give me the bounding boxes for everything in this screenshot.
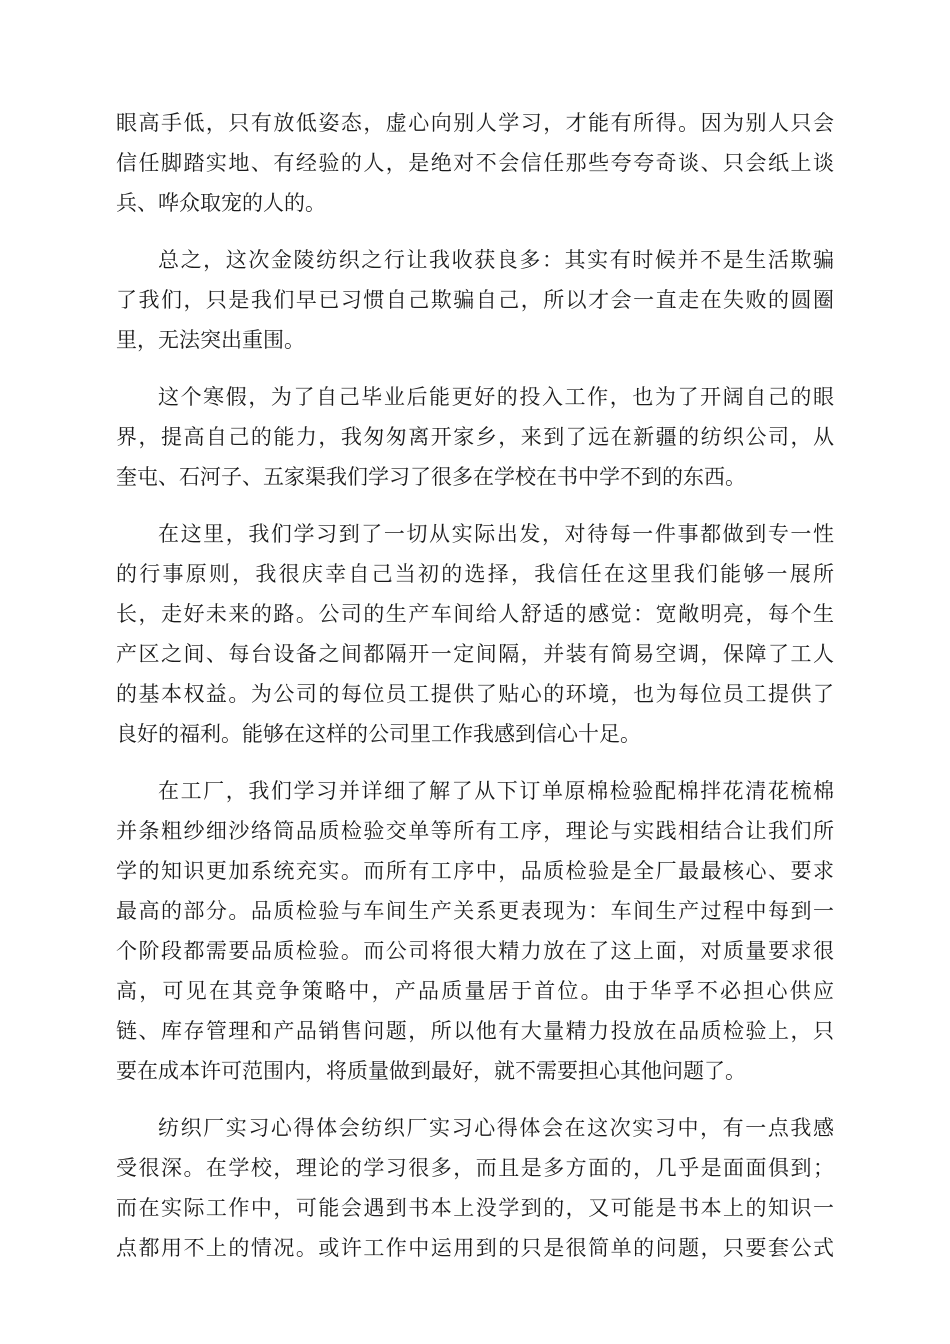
text-line: 学的知识更加系统充实。而所有工序中，品质检验是全厂最最核心、要求 [116,859,834,883]
paragraph [116,377,834,497]
document-body [116,103,834,1285]
text-line: 眼高手低，只有放低姿态，虚心向别人学习，才能有所得。因为别人只会 [116,111,834,135]
paragraph [116,103,834,223]
text-line: 产区之间、每台设备之间都隔开一定间隔，并装有简易空调，保障了工人 [116,642,834,666]
text-line: 信任脚踏实地、有经验的人，是绝对不会信任那些夸夸奇谈、只会纸上谈 [116,151,834,175]
text-line: 高，可见在其竞争策略中，产品质量居于首位。由于华孚不必担心供应 [116,979,834,1003]
text-line: 链、库存管理和产品销售问题，所以他有大量精力投放在品质检验上，只 [116,1019,834,1043]
text-line: 点都用不上的情况。或许工作中运用到的只是很简单的问题，只要套公式 [116,1236,834,1260]
text-line: 了我们，只是我们早已习惯自己欺骗自己，所以才会一直走在失败的圆圈 [116,288,834,312]
text-line: 兵、哗众取宠的人的。 [116,191,326,215]
text-line: 奎屯、石河子、五家渠我们学习了很多在学校在书中学不到的东西。 [116,465,746,489]
text-line: 个阶段都需要品质检验。而公司将很大精力放在了这上面，对质量要求很 [116,939,834,963]
text-line: 长，走好未来的路。公司的生产车间给人舒适的感觉：宽敞明亮，每个生 [116,602,834,626]
text-line: 良好的福利。能够在这样的公司里工作我感到信心十足。 [116,722,641,746]
paragraph [116,514,834,754]
text-line: 界，提高自己的能力，我匆匆离开家乡，来到了远在新疆的纺织公司，从 [116,425,834,449]
text-line: 受很深。在学校，理论的学习很多，而且是多方面的，几乎是面面俱到； [116,1156,834,1180]
paragraph [116,771,834,1091]
paragraph [116,1108,834,1268]
text-line: 最高的部分。品质检验与车间生产关系更表现为：车间生产过程中每到一 [116,899,834,923]
text-line: 而在实际工作中，可能会遇到书本上没学到的，又可能是书本上的知识一 [116,1196,834,1220]
text-line: 的基本权益。为公司的每位员工提供了贴心的环境，也为每位员工提供了 [116,682,834,706]
text-line: 里，无法突出重围。 [116,328,305,352]
text-line: 的行事原则，我很庆幸自己当初的选择，我信任在这里我们能够一展所 [116,562,834,586]
text-line: 在工厂，我们学习并详细了解了从下订单原棉检验配棉拌花清花梳棉 [158,779,834,803]
paragraph [116,240,834,360]
text-line: 总之，这次金陵纺织之行让我收获良多：其实有时候并不是生活欺骗 [158,248,834,272]
text-line: 要在成本许可范围内，将质量做到最好，就不需要担心其他问题了。 [116,1059,746,1083]
text-line: 并条粗纱细沙络筒品质检验交单等所有工序，理论与实践相结合让我们所 [116,819,834,843]
text-line: 这个寒假，为了自己毕业后能更好的投入工作，也为了开阔自己的眼 [158,385,834,409]
text-line: 在这里，我们学习到了一切从实际出发，对待每一件事都做到专一性 [158,522,834,546]
text-line: 纺织厂实习心得体会纺织厂实习心得体会在这次实习中，有一点我感 [158,1116,834,1140]
